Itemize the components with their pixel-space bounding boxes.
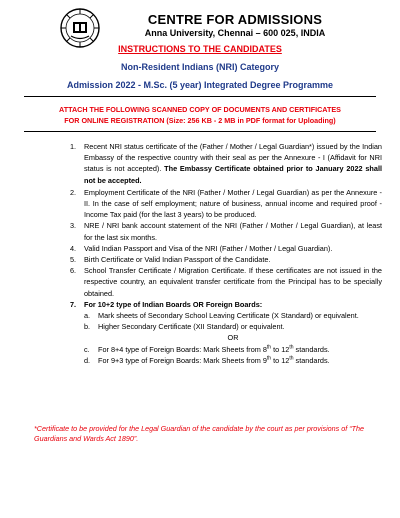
sub-item-letter: a. (84, 311, 91, 321)
superscript: th (289, 344, 294, 351)
divider-bottom (24, 131, 376, 132)
text-part: to 12 (271, 355, 290, 365)
item-text: Employment Certificate of the NRI (Father / Mother / Legal Guardian) as per the Annexure - II. In the case of self employment; nature of business, annual income and required proof - Income Tax paid (for the last 3 years) to be produced. (84, 187, 382, 220)
or-separator: OR (227, 333, 239, 343)
superscript: th (266, 344, 272, 351)
text-part: For 8+4 type of Foreign Boards: Mark Sheets from 8 (98, 344, 267, 354)
university-seal-icon (60, 8, 100, 48)
document-list (70, 141, 382, 366)
title-block (0, 44, 400, 90)
item-text: Recent NRI status certificate of the (Father / Mother / Legal Guardian*) issued by the Indian Embassy of the respective country with their seal as per the Annexure - I (Affidavit for NRI status is not accepted). (84, 142, 382, 174)
sub-item-text (98, 356, 330, 365)
sub-item-letter: b. (84, 322, 91, 332)
list-item (70, 220, 382, 242)
sub-list-item (84, 321, 382, 332)
text-part: to 12 (271, 344, 290, 354)
sub-item-text: Mark sheets of Secondary School Leaving Certificate (X Standard) or equivalent. (98, 311, 359, 321)
item-number: 2. (70, 187, 77, 197)
org-title: CENTRE FOR ADMISSIONS (147, 12, 323, 27)
sub-list-item (84, 355, 382, 366)
list-item (70, 254, 382, 265)
list-item (70, 243, 382, 254)
item-number: 6. (70, 266, 77, 276)
item-text: NRE / NRI bank account statement of the NRI (Father / Mother / Legal Guardian), at least for the last six months. (84, 221, 382, 242)
list-item (70, 265, 382, 299)
text-part: For 9+3 type of Foreign Boards: Mark Sheets from 9 (98, 355, 267, 365)
attach-heading (0, 104, 400, 126)
item-emphasis: The Embassy Certificate obtained prior to January 2022 shall not be accepted. (84, 164, 382, 185)
item-text: Valid Indian Passport and Visa of the NRI (Father / Mother / Legal Guardian). (84, 243, 333, 253)
item-text: Birth Certificate or Valid Indian Passport of the Candidate. (84, 255, 271, 265)
superscript: th (289, 355, 294, 362)
organization-block (115, 12, 355, 38)
text-part: standards. (293, 344, 330, 354)
item-number: 1. (70, 142, 77, 151)
item-text: For 10+2 type of Indian Boards OR Foreign Boards: (84, 299, 263, 309)
guardian-footnote: *Certificate to be provided for the Legal Guardian of the candidate by the court as per provisions of “The Guardians and Wards Act 1890”. (34, 424, 365, 443)
instructions-heading: INSTRUCTIONS TO THE CANDIDATES (118, 44, 282, 54)
sub-list (84, 310, 382, 366)
item-number: 7. (70, 299, 77, 309)
divider-top (24, 96, 376, 97)
sub-list-item (84, 310, 382, 321)
category-heading: Non-Resident Indians (NRI) Category (120, 62, 279, 72)
item-number: 5. (70, 255, 77, 265)
sub-list-item (84, 344, 382, 355)
list-item (70, 141, 382, 186)
item-text: School Transfer Certificate / Migration Certificate. If these certificates are not issued in the respective country, an equivalent transfer certificate from the Principal has to be specially obtained. (84, 266, 382, 298)
sub-item-letter: d. (84, 355, 91, 365)
superscript: th (266, 355, 272, 362)
attach-line-2: FOR ONLINE REGISTRATION (Size: 256 KB - 2 MB in PDF format for Uploading) (64, 116, 336, 125)
sub-item-text: Higher Secondary Certificate (XII Standard) or equivalent. (98, 322, 285, 332)
item-number: 4. (70, 243, 77, 253)
attach-line-1: ATTACH THE FOLLOWING SCANNED COPY OF DOCUMENTS AND CERTIFICATES (59, 105, 341, 114)
sub-item-letter: c. (84, 344, 90, 354)
programme-heading: Admission 2022 - M.Sc. (5 year) Integrated Degree Programme (66, 80, 334, 90)
header (60, 8, 380, 48)
list-item (70, 299, 382, 366)
org-address: Anna University, Chennai – 600 025, INDIA (144, 28, 326, 38)
list-item (70, 187, 382, 221)
text-part: standards. (293, 355, 330, 365)
sub-item-text (98, 345, 330, 354)
item-number: 3. (70, 221, 77, 231)
